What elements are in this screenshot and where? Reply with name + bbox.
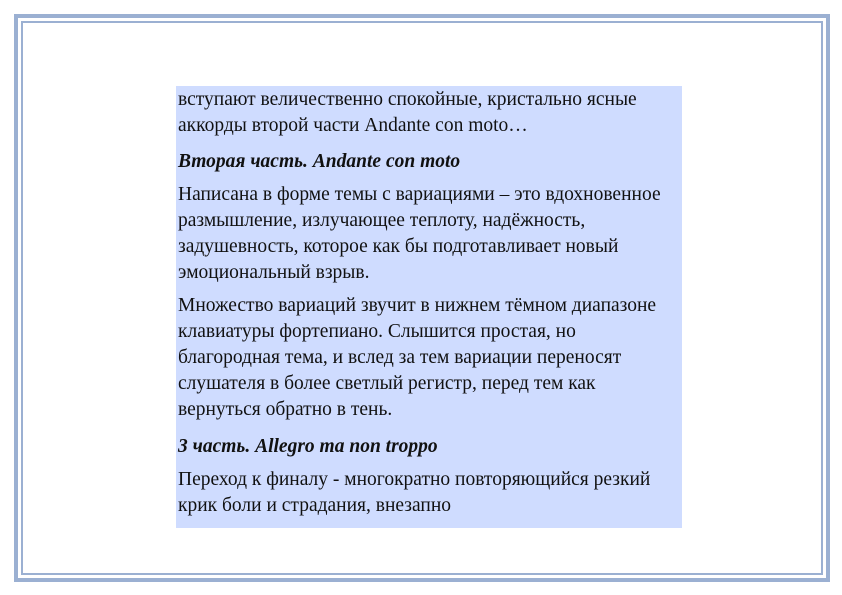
text-box [176, 86, 682, 528]
heading-third-movement: 3 часть. Allegro ma non troppo [178, 436, 438, 457]
paragraph-variations: Множество вариаций звучит в нижнем тёмном диапазоне клавиатуры фортепиано. Слышится простая, но благородная тема, и вслед за тем вариации переносят слушателя в более светлый регистр, перед тем как вернуться обратно в тень. [178, 295, 657, 420]
paragraph-finale-transition: Переход к финалу - многократно повторяющийся резкий крик боли и страдания, внезапно [178, 469, 651, 516]
paragraph-intro: вступают величественно спокойные, кристально ясные аккорды второй части Andante con moto… [178, 89, 637, 136]
heading-second-movement: Вторая часть. Andante con moto [178, 151, 461, 172]
paragraph-form-description: Написана в форме темы с вариациями – это вдохновенное размышление, излучающее теплоту, надёжность, задушевность, которое как бы подготавливает новый эмоциональный взрыв. [178, 184, 661, 283]
